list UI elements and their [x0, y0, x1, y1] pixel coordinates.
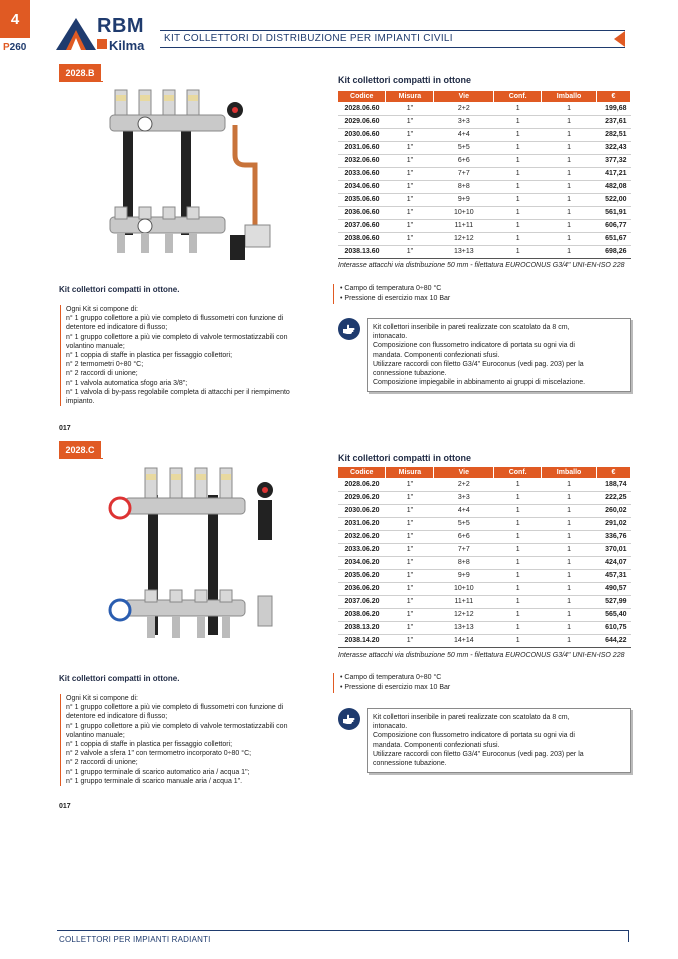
cell-size: 1" [386, 530, 434, 543]
cell-price: 522,00 [597, 193, 631, 206]
cell-price: 260,02 [597, 504, 631, 517]
text-line: Utilizzare raccordi con filetto G3/4" Euroconus (vedi pag. 203) per la [373, 750, 584, 758]
section-tag: 2028.B [59, 64, 101, 81]
cell-ways: 4+4 [434, 128, 494, 141]
text-line: n° 1 gruppo collettore a più vie completo di flussometri con funzione di [66, 315, 284, 323]
cell-pack: 1 [542, 634, 597, 647]
cell-price: 336,76 [597, 530, 631, 543]
text-line: intonacato. [373, 723, 408, 731]
footer-rule-end [628, 930, 629, 942]
table-row [338, 206, 631, 219]
cell-conf: 1 [494, 219, 542, 232]
cell-ways: 12+12 [434, 232, 494, 245]
logo-sub: Kilma [109, 38, 145, 53]
cell-price: 651,67 [597, 232, 631, 245]
cell-price: 291,02 [597, 517, 631, 530]
cell-pack: 1 [542, 530, 597, 543]
table-row [338, 491, 631, 504]
cell-ways: 4+4 [434, 504, 494, 517]
cell-pack: 1 [542, 569, 597, 582]
info-box [367, 708, 631, 773]
cell-conf: 1 [494, 595, 542, 608]
cell-conf: 1 [494, 582, 542, 595]
cell-size: 1" [386, 128, 434, 141]
cell-code: 2032.06.20 [338, 530, 386, 543]
logo-brand: RBM [97, 15, 145, 37]
page-arrow-icon [614, 31, 625, 47]
cell-size: 1" [386, 206, 434, 219]
cell-conf: 1 [494, 608, 542, 621]
cell-code: 2028.06.60 [338, 102, 386, 115]
cell-price: 610,75 [597, 621, 631, 634]
col-price: € [597, 91, 631, 102]
info-hand-icon [338, 708, 360, 730]
text-line: Composizione impiegabile in abbinamento ai gruppi di miscelazione. [373, 379, 586, 387]
cell-conf: 1 [494, 478, 542, 491]
cell-code: 2036.06.60 [338, 206, 386, 219]
table-row [338, 595, 631, 608]
composition-list [60, 694, 315, 786]
text-line: n° 2 termometri 0÷80 °C; [66, 361, 144, 369]
cell-code: 2038.06.20 [338, 608, 386, 621]
chapter-tab [0, 0, 30, 38]
cell-pack: 1 [542, 102, 597, 115]
cell-ways: 8+8 [434, 556, 494, 569]
cell-pack: 1 [542, 193, 597, 206]
table-row [338, 504, 631, 517]
cell-conf: 1 [494, 245, 542, 258]
cell-ways: 2+2 [434, 102, 494, 115]
manifold-kit-image [100, 460, 290, 650]
table-row [338, 115, 631, 128]
cell-conf: 1 [494, 569, 542, 582]
cell-price: 561,91 [597, 206, 631, 219]
cell-price: 222,25 [597, 491, 631, 504]
table-row [338, 517, 631, 530]
cell-pack: 1 [542, 478, 597, 491]
table-note: Interasse attacchi via distribuzione 50 mm - filettatura EUROCONUS G3/4" UNI-EN-ISO 228 [338, 652, 625, 659]
text-line: • Campo di temperatura 0÷80 °C [340, 673, 450, 683]
text-line: n° 2 valvole a sfera 1" con termometro incorporato 0÷80 °C; [66, 750, 252, 758]
cell-ways: 5+5 [434, 141, 494, 154]
table-row [338, 245, 631, 258]
cell-code: 2036.06.20 [338, 582, 386, 595]
cell-size: 1" [386, 141, 434, 154]
text-line: n° 2 raccordi di unione; [66, 370, 138, 378]
text-line: • Pressione di esercizio max 10 Bar [340, 294, 450, 304]
table-row [338, 530, 631, 543]
cell-size: 1" [386, 582, 434, 595]
cell-price: 417,21 [597, 167, 631, 180]
cell-code: 2029.06.60 [338, 115, 386, 128]
chapter-number: 4 [10, 10, 20, 28]
cell-price: 457,31 [597, 569, 631, 582]
col-conf: Conf. [494, 467, 542, 478]
cell-pack: 1 [542, 154, 597, 167]
section-tag: 2028.C [59, 441, 101, 458]
header-rule-bottom [160, 47, 625, 48]
cell-code: 2038.14.20 [338, 634, 386, 647]
cell-size: 1" [386, 167, 434, 180]
text-line: volantino manuale; [66, 731, 125, 739]
col-imballo: Imballo [542, 467, 597, 478]
text-line: n° 1 gruppo collettore a più vie completo di flussometri con funzione di [66, 704, 284, 712]
cell-ways: 7+7 [434, 167, 494, 180]
section-underline [59, 81, 103, 82]
text-line: n° 1 coppia di staffe in plastica per fissaggio collettori; [66, 741, 233, 749]
cell-pack: 1 [542, 556, 597, 569]
cell-pack: 1 [542, 180, 597, 193]
table-row [338, 608, 631, 621]
col-imballo: Imballo [542, 91, 597, 102]
cell-price: 199,68 [597, 102, 631, 115]
cell-pack: 1 [542, 582, 597, 595]
table-row [338, 102, 631, 115]
table-row [338, 556, 631, 569]
cell-price: 377,32 [597, 154, 631, 167]
cell-code: 2038.13.20 [338, 621, 386, 634]
cell-pack: 1 [542, 232, 597, 245]
cell-size: 1" [386, 595, 434, 608]
cell-conf: 1 [494, 504, 542, 517]
cell-size: 1" [386, 219, 434, 232]
spec-bullets [333, 284, 450, 304]
col-price: € [597, 467, 631, 478]
text-line: n° 2 raccordi di unione; [66, 759, 138, 767]
text-line: Composizione con flussometro indicatore di portata su ogni via di [373, 342, 575, 350]
cell-price: 188,74 [597, 478, 631, 491]
text-line: Kit collettori inseribile in pareti realizzate con scatolato da 8 cm, [373, 324, 570, 331]
cell-code: 2031.06.60 [338, 141, 386, 154]
table-row [338, 154, 631, 167]
cell-size: 1" [386, 569, 434, 582]
cell-size: 1" [386, 504, 434, 517]
text-line: • Campo di temperatura 0÷80 °C [340, 284, 450, 294]
cell-price: 527,99 [597, 595, 631, 608]
table-row [338, 167, 631, 180]
cell-ways: 3+3 [434, 491, 494, 504]
table-row [338, 219, 631, 232]
table-row [338, 478, 631, 491]
text-line: volantino manuale; [66, 342, 125, 350]
cell-code: 2028.06.20 [338, 478, 386, 491]
logo-triangle-icon [56, 18, 96, 50]
cell-conf: 1 [494, 141, 542, 154]
text-line: Ogni Kit si compone di: [66, 306, 138, 313]
composition-list [60, 305, 315, 406]
price-table [338, 91, 631, 259]
cell-code: 2034.06.60 [338, 180, 386, 193]
section-code: 017 [59, 425, 71, 432]
cell-size: 1" [386, 102, 434, 115]
cell-price: 322,43 [597, 141, 631, 154]
text-line: n° 1 coppia di staffe in plastica per fissaggio collettori; [66, 352, 233, 360]
cell-conf: 1 [494, 154, 542, 167]
cell-ways: 13+13 [434, 621, 494, 634]
cell-ways: 3+3 [434, 115, 494, 128]
table-row [338, 582, 631, 595]
cell-pack: 1 [542, 595, 597, 608]
col-conf: Conf. [494, 91, 542, 102]
text-line: mandata. Componenti confezionati sfusi. [373, 351, 500, 359]
cell-price: 644,22 [597, 634, 631, 647]
cell-ways: 9+9 [434, 193, 494, 206]
cell-size: 1" [386, 478, 434, 491]
cell-code: 2037.06.60 [338, 219, 386, 232]
col-codice: Codice [338, 91, 386, 102]
cell-ways: 7+7 [434, 543, 494, 556]
text-line: n° 1 gruppo collettore a più vie completo di valvole termostatizzabili con [66, 333, 288, 341]
cell-code: 2038.13.60 [338, 245, 386, 258]
col-vie: Vie [434, 91, 494, 102]
cell-code: 2030.06.20 [338, 504, 386, 517]
cell-size: 1" [386, 621, 434, 634]
text-line: • Pressione di esercizio max 10 Bar [340, 683, 450, 693]
cell-ways: 6+6 [434, 530, 494, 543]
cell-conf: 1 [494, 115, 542, 128]
cell-pack: 1 [542, 491, 597, 504]
table-row [338, 634, 631, 647]
cell-size: 1" [386, 543, 434, 556]
col-misura: Misura [386, 467, 434, 478]
cell-conf: 1 [494, 530, 542, 543]
cell-ways: 10+10 [434, 206, 494, 219]
info-hand-icon [338, 318, 360, 340]
cell-pack: 1 [542, 206, 597, 219]
cell-size: 1" [386, 180, 434, 193]
cell-size: 1" [386, 491, 434, 504]
cell-conf: 1 [494, 517, 542, 530]
col-codice: Codice [338, 467, 386, 478]
cell-conf: 1 [494, 167, 542, 180]
cell-price: 606,77 [597, 219, 631, 232]
cell-ways: 14+14 [434, 634, 494, 647]
cell-pack: 1 [542, 167, 597, 180]
header-rule-top [160, 30, 625, 31]
info-box [367, 318, 631, 392]
cell-ways: 5+5 [434, 517, 494, 530]
cell-size: 1" [386, 556, 434, 569]
cell-pack: 1 [542, 128, 597, 141]
cell-price: 424,07 [597, 556, 631, 569]
cell-size: 1" [386, 608, 434, 621]
cell-pack: 1 [542, 219, 597, 232]
table-row [338, 621, 631, 634]
cell-pack: 1 [542, 621, 597, 634]
cell-code: 2038.06.60 [338, 232, 386, 245]
cell-ways: 9+9 [434, 569, 494, 582]
cell-size: 1" [386, 634, 434, 647]
manifold-kit-image [95, 85, 295, 265]
cell-size: 1" [386, 193, 434, 206]
cell-pack: 1 [542, 608, 597, 621]
text-line: mandata. Componenti confezionati sfusi. [373, 741, 500, 749]
cell-code: 2033.06.20 [338, 543, 386, 556]
text-line: connessione tubazione. [373, 370, 447, 378]
text-line: Composizione con flussometro indicatore di portata su ogni via di [373, 732, 575, 740]
cell-code: 2035.06.60 [338, 193, 386, 206]
text-line: n° 1 gruppo collettore a più vie completo di valvole termostatizzabili con [66, 722, 288, 730]
table-row [338, 141, 631, 154]
price-table [338, 467, 631, 648]
cell-code: 2033.06.60 [338, 167, 386, 180]
table-title: Kit collettori compatti in ottone [338, 453, 471, 463]
footer-title: COLLETTORI PER IMPIANTI RADIANTI [59, 935, 211, 944]
section-underline [59, 458, 103, 459]
cell-code: 2029.06.20 [338, 491, 386, 504]
cell-conf: 1 [494, 491, 542, 504]
table-row [338, 543, 631, 556]
cell-price: 237,61 [597, 115, 631, 128]
text-line: n° 1 valvola automatica sfogo aria 3/8"; [66, 379, 188, 387]
cell-ways: 11+11 [434, 595, 494, 608]
text-line: n° 1 gruppo terminale di scarico automatico aria / acqua 1"; [66, 768, 250, 776]
cell-conf: 1 [494, 634, 542, 647]
cell-code: 2031.06.20 [338, 517, 386, 530]
cell-ways: 13+13 [434, 245, 494, 258]
cell-conf: 1 [494, 180, 542, 193]
cell-price: 565,40 [597, 608, 631, 621]
cell-price: 482,08 [597, 180, 631, 193]
cell-ways: 11+11 [434, 219, 494, 232]
cell-price: 370,01 [597, 543, 631, 556]
text-line: Utilizzare raccordi con filetto G3/4" Euroconus (vedi pag. 203) per la [373, 360, 584, 368]
cell-conf: 1 [494, 193, 542, 206]
cell-conf: 1 [494, 206, 542, 219]
text-line: Kit collettori inseribile in pareti realizzate con scatolato da 8 cm, [373, 714, 570, 721]
cell-conf: 1 [494, 232, 542, 245]
logo-k-icon [97, 39, 107, 49]
cell-size: 1" [386, 154, 434, 167]
footer-rule [57, 930, 629, 931]
table-row [338, 128, 631, 141]
cell-size: 1" [386, 245, 434, 258]
cell-pack: 1 [542, 115, 597, 128]
cell-pack: 1 [542, 517, 597, 530]
table-row [338, 232, 631, 245]
cell-pack: 1 [542, 543, 597, 556]
page-title: KIT COLLETTORI DI DISTRIBUZIONE PER IMPIANTI CIVILI [164, 33, 453, 44]
text-line: n° 1 gruppo terminale di scarico manuale aria / acqua 1". [66, 777, 243, 785]
cell-code: 2037.06.20 [338, 595, 386, 608]
cell-ways: 10+10 [434, 582, 494, 595]
description-title: Kit collettori compatti in ottone. [59, 674, 180, 683]
page-value: 260 [9, 42, 27, 53]
text-line: Ogni Kit si compone di: [66, 695, 138, 702]
col-misura: Misura [386, 91, 434, 102]
cell-ways: 2+2 [434, 478, 494, 491]
cell-price: 698,26 [597, 245, 631, 258]
text-line: detentore ed indicatore di flusso; [66, 324, 168, 332]
description-title: Kit collettori compatti in ottone. [59, 285, 180, 294]
cell-conf: 1 [494, 128, 542, 141]
col-vie: Vie [434, 467, 494, 478]
cell-code: 2032.06.60 [338, 154, 386, 167]
cell-pack: 1 [542, 504, 597, 517]
cell-ways: 6+6 [434, 154, 494, 167]
table-row [338, 180, 631, 193]
cell-size: 1" [386, 517, 434, 530]
cell-price: 490,57 [597, 582, 631, 595]
table-note: Interasse attacchi via distribuzione 50 mm - filettatura EUROCONUS G3/4" UNI-EN-ISO 228 [338, 262, 625, 269]
text-line: impianto. [66, 398, 95, 406]
table-row [338, 569, 631, 582]
text-line: connessione tubazione. [373, 760, 447, 768]
cell-pack: 1 [542, 245, 597, 258]
cell-code: 2034.06.20 [338, 556, 386, 569]
cell-conf: 1 [494, 543, 542, 556]
page-number [3, 42, 26, 53]
cell-price: 282,51 [597, 128, 631, 141]
cell-code: 2030.06.60 [338, 128, 386, 141]
cell-ways: 12+12 [434, 608, 494, 621]
spec-bullets [333, 673, 450, 693]
table-title: Kit collettori compatti in ottone [338, 75, 471, 85]
text-line: n° 1 valvola di by-pass regolabile completa di attacchi per il riempimento [66, 388, 290, 396]
text-line: detentore ed indicatore di flusso; [66, 713, 168, 721]
cell-conf: 1 [494, 621, 542, 634]
cell-code: 2035.06.20 [338, 569, 386, 582]
cell-conf: 1 [494, 102, 542, 115]
cell-ways: 8+8 [434, 180, 494, 193]
table-row [338, 193, 631, 206]
section-code: 017 [59, 803, 71, 810]
cell-conf: 1 [494, 556, 542, 569]
cell-pack: 1 [542, 141, 597, 154]
page-prefix: P [3, 42, 10, 53]
cell-size: 1" [386, 232, 434, 245]
cell-size: 1" [386, 115, 434, 128]
text-line: intonacato. [373, 333, 408, 341]
